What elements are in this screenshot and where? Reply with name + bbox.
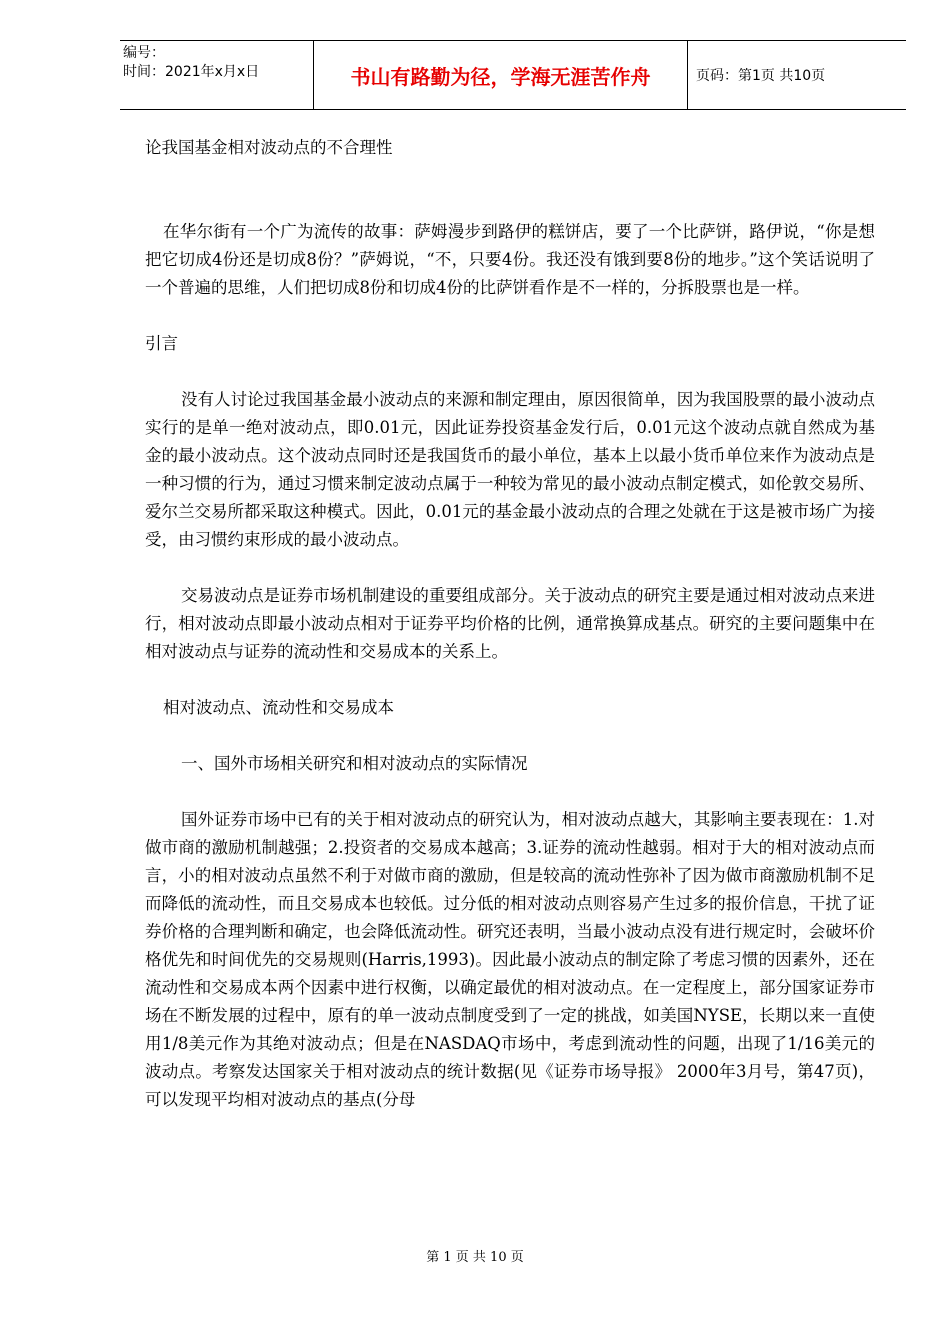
page-footer: 第 1 页 共 10 页 (426, 1250, 524, 1265)
subsection-heading-foreign: 一、国外市场相关研究和相对波动点的实际情况 (181, 754, 528, 773)
document-title: 论我国基金相对波动点的不合理性 (145, 138, 393, 157)
paragraph-story: 在华尔街有一个广为流传的故事：萨姆漫步到路伊的糕饼店，要了一个比萨饼，路伊说，“你是想把它切成4份还是切成8份？”萨姆说，“不，只要4份。我还没有饿到要8份的地步。”这个笑话说明了一个普遍的思维，人们把切成8份和切成4份的比萨饼看作是不一样的，分拆股票也是一样。 (145, 222, 875, 297)
header-table (120, 40, 906, 110)
document-body (145, 134, 875, 1114)
header-meta (120, 41, 314, 109)
section-heading-intro: 引言 (145, 334, 178, 353)
paragraph-foreign-research: 国外证券市场中已有的关于相对波动点的研究认为，相对波动点越大，其影响主要表现在：1.对做市商的激励机制越强；2.投资者的交易成本越高；3.证券的流动性越弱。相对于大的相对波动点而言，小的相对波动点虽然不利于对做市商的激励，但是较高的流动性弥补了因为做市商激励机制不足而降低的流动性，而且交易成本也较低。过分低的相对波动点则容易产生过多的报价信息，干扰了证券价格的合理判断和确定，也会降低流动性。研究还表明，当最小波动点没有进行规定时，会破坏价格优先和时间优先的交易规则(Harris,1993)。因此最小波动点的制定除了考虑习惯的因素外，还在流动性和交易成本两个因素中进行权衡，以确定最优的相对波动点。在一定程度上，部分国家证券市场在不断发展的过程中，原有的单一波动点制度受到了一定的挑战，如美国NYSE，长期以来一直使用1/8美元作为其绝对波动点；但是在NASDAQ市场中，考虑到流动性的问题，出现了1/16美元的波动点。考察发达国家关于相对波动点的统计数据(见《证券市场导报》 2000年3月号，第47页)，可以发现平均相对波动点的基点(分母 (145, 810, 875, 1109)
time-label: 时间：2021年x月x日 (123, 64, 260, 80)
header-motto: 书山有路勤为径，学海无涯苦作舟 (314, 41, 688, 109)
paragraph-intro: 没有人讨论过我国基金最小波动点的来源和制定理由，原因很简单，因为我国股票的最小波动点实行的是单一绝对波动点，即0.01元，因此证券投资基金发行后，0.01元这个波动点就自然成为基金的最小波动点。这个波动点同时还是我国货币的最小单位，基本上以最小货币单位来作为波动点是一种习惯的行为，通过习惯来制定波动点属于一种较为常见的最小波动点制定模式，如伦敦交易所、爱尔兰交易所都采取这种模式。因此，0.01元的基金最小波动点的合理之处就在于这是被市场广为接受，由习惯约束形成的最小波动点。 (145, 390, 875, 549)
section-heading-liquidity: 相对波动点、流动性和交易成本 (163, 698, 394, 717)
header-page-info: 页码：第1页 共10页 (696, 68, 826, 84)
paragraph-tick-size: 交易波动点是证券市场机制建设的重要组成部分。关于波动点的研究主要是通过相对波动点来进行，相对波动点即最小波动点相对于证券平均价格的比例，通常换算成基点。研究的主要问题集中在相对波动点与证券的流动性和交易成本的关系上。 (145, 586, 875, 661)
number-label: 编号： (123, 45, 165, 61)
